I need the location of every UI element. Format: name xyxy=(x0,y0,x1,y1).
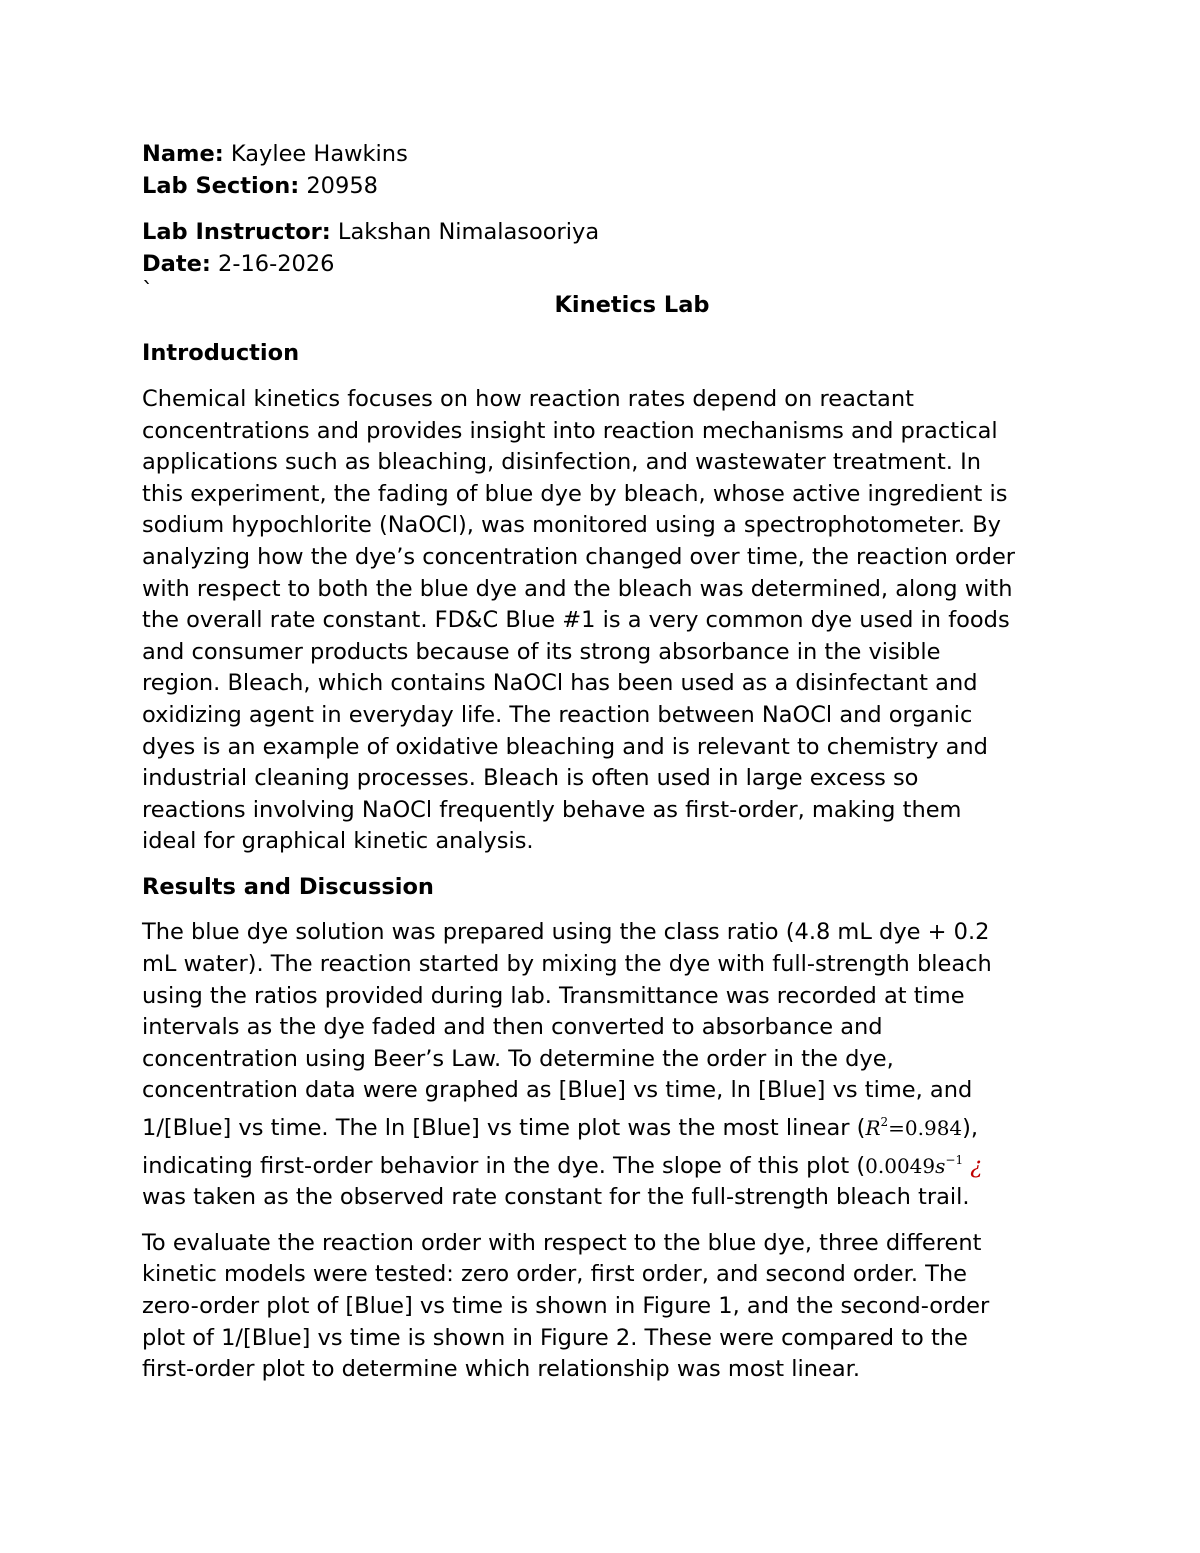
text-line: using the ratios provided during lab. Transmittance was recorded at time xyxy=(142,982,965,1009)
text-line: intervals as the dye faded and then converted to absorbance and xyxy=(142,1014,883,1041)
text-line: first-order plot to determine which relationship was most linear. xyxy=(142,1356,861,1383)
introduction-heading: Introduction xyxy=(142,340,300,367)
text-line: concentration data were graphed as [Blue] vs time, ln [Blue] vs time, and xyxy=(142,1077,973,1104)
name-line: Name: Kaylee Hawkins xyxy=(142,141,408,167)
document-title: Kinetics Lab xyxy=(554,292,710,319)
text-line: region. Bleach, which contains NaOCl has been used as a disinfectant and xyxy=(142,670,978,697)
stray-backtick: ` xyxy=(142,278,154,305)
text-line: kinetic models were tested: zero order, first order, and second order. The xyxy=(142,1261,967,1288)
text-line: with respect to both the blue dye and the bleach was determined, along with xyxy=(142,575,1013,602)
text-line: mL water). The reaction started by mixing the dye with full-strength bleach xyxy=(142,951,992,978)
text-line: Chemical kinetics focuses on how reaction rates depend on reactant xyxy=(142,385,914,412)
date-line: Date: 2-16-2026 xyxy=(142,250,335,277)
text-line: sodium hypochlorite (NaOCl), was monitored using a spectrophotometer. By xyxy=(142,512,1001,539)
text-line: analyzing how the dye’s concentration changed over time, the reaction order xyxy=(142,543,1016,570)
text-line: plot of 1/[Blue] vs time is shown in Figure 2. These were compared to the xyxy=(142,1324,968,1351)
text-line: and consumer products because of its strong absorbance in the visible xyxy=(142,638,941,665)
results-heading: Results and Discussion xyxy=(142,873,434,900)
lab-instructor-line: Lab Instructor: Lakshan Nimalasooriya xyxy=(142,219,600,246)
text-line: ideal for graphical kinetic analysis. xyxy=(142,828,534,855)
text-line-with-r-squared: 1/[Blue] vs time. The ln [Blue] vs time plot was the most linear $(R^2=0.984)$, xyxy=(142,1115,979,1142)
text-line: zero-order plot of [Blue] vs time is shown in Figure 1, and the second-order xyxy=(142,1293,990,1319)
text-line: dyes is an example of oxidative bleaching and is relevant to chemistry and xyxy=(142,733,988,760)
document-body xyxy=(142,139,1062,1400)
results-paragraph-2 xyxy=(142,1228,1062,1386)
r-squared-equation: $R^2=0.984$ xyxy=(865,1115,963,1141)
text-line-with-slope: indicating first-order behavior in the dye. The slope of this plot ($0.0049s^{-1}$ ¿ xyxy=(142,1152,983,1179)
text-line: the overall rate constant. FD&C Blue #1 is a very common dye used in foods xyxy=(142,607,1010,634)
text-line: concentrations and provides insight into reaction mechanisms and practical xyxy=(142,417,998,444)
slope-value: $0.0049s^{-1}$ xyxy=(865,1152,964,1178)
lab-section-line: Lab Section: 20958 xyxy=(142,172,378,199)
text-line: The blue dye solution was prepared using the class ratio (4.8 mL dye + 0.2 xyxy=(142,919,990,946)
text-line: To evaluate the reaction order with respect to the blue dye, three different xyxy=(142,1229,982,1256)
text-line: industrial cleaning processes. Bleach is often used in large excess so xyxy=(142,765,919,792)
text-line: concentration using Beer’s Law. To determine the order in the dye, xyxy=(142,1045,894,1072)
introduction-paragraph xyxy=(142,384,1062,858)
broken-glyph: ¿ xyxy=(970,1152,983,1179)
text-line: this experiment, the fading of blue dye by bleach, whose active ingredient is xyxy=(142,480,1008,507)
text-line: was taken as the observed rate constant for the full-strength bleach trail. xyxy=(142,1184,970,1211)
text-line: reactions involving NaOCl frequently behave as first-order, making them xyxy=(142,796,962,823)
results-paragraph-1 xyxy=(142,917,1062,1213)
text-line: oxidizing agent in everyday life. The reaction between NaOCl and organic xyxy=(142,701,973,728)
header-info xyxy=(142,139,1062,280)
text-line: applications such as bleaching, disinfection, and wastewater treatment. In xyxy=(142,449,982,476)
